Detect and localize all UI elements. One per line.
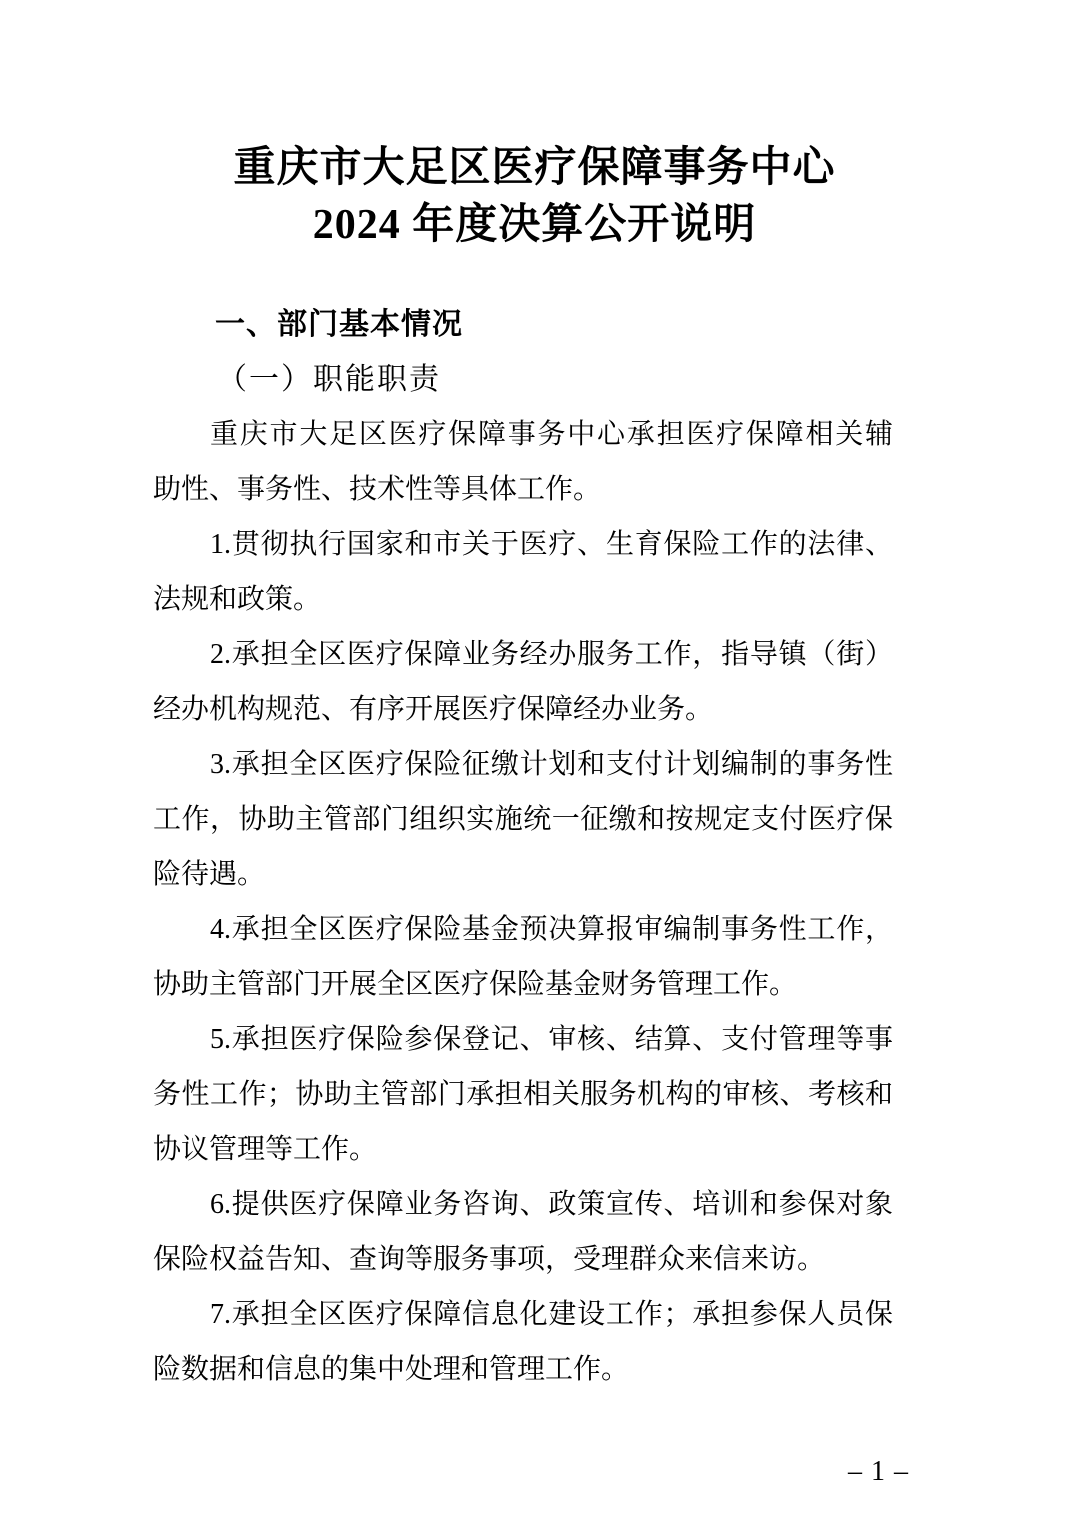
paragraph [153, 1177, 893, 1287]
paragraph-line: 法规和政策。 [153, 584, 322, 615]
document-title-line-1: 重庆市大足区医疗保障事务中心 [233, 145, 836, 191]
paragraph [153, 517, 893, 627]
paragraph-line: 务性工作；协助主管部门承担相关服务机构的审核、考核和 [153, 1079, 893, 1110]
paragraph [153, 1012, 893, 1177]
paragraph-line: 险待遇。 [153, 859, 266, 890]
paragraph [153, 627, 893, 737]
document-title-line-2: 2024 年度决算公开说明 [312, 202, 757, 248]
page-number: – 1 – [848, 1456, 909, 1487]
document-body [153, 297, 893, 1397]
subsection-heading: （一）职能职责 [217, 363, 441, 396]
paragraph [153, 1287, 893, 1397]
paragraph-line: 协议管理等工作。 [153, 1134, 378, 1165]
paragraph-line: 7.承担全区医疗保障信息化建设工作；承担参保人员保 [210, 1299, 893, 1330]
document-title [0, 140, 1069, 254]
paragraph-line: 5.承担医疗保险参保登记、审核、结算、支付管理等事 [210, 1024, 893, 1055]
paragraph-line: 4.承担全区医疗保险基金预决算报审编制事务性工作， [210, 914, 893, 945]
paragraph-line: 1.贯彻执行国家和市关于医疗、生育保险工作的法律、 [210, 529, 893, 560]
paragraph-line: 6.提供医疗保障业务咨询、政策宣传、培训和参保对象 [210, 1189, 893, 1220]
paragraph-line: 险数据和信息的集中处理和管理工作。 [153, 1354, 630, 1385]
paragraph-line: 2.承担全区医疗保障业务经办服务工作，指导镇（街） [210, 639, 893, 670]
paragraph-line: 重庆市大足区医疗保障事务中心承担医疗保障相关辅 [210, 419, 893, 450]
paragraph-line: 工作，协助主管部门组织实施统一征缴和按规定支付医疗保 [153, 804, 893, 835]
section-heading: 一、部门基本情况 [215, 308, 463, 341]
paragraph-line: 3.承担全区医疗保险征缴计划和支付计划编制的事务性 [210, 749, 893, 780]
paragraph-line: 协助主管部门开展全区医疗保险基金财务管理工作。 [153, 969, 798, 1000]
paragraph-line: 助性、事务性、技术性等具体工作。 [153, 474, 602, 505]
paragraph [153, 902, 893, 1012]
paragraph [153, 737, 893, 902]
paragraph-line: 经办机构规范、有序开展医疗保障经办业务。 [153, 694, 714, 725]
paragraph-line: 保险权益告知、查询等服务事项，受理群众来信来访。 [153, 1244, 826, 1275]
paragraph [153, 407, 893, 517]
